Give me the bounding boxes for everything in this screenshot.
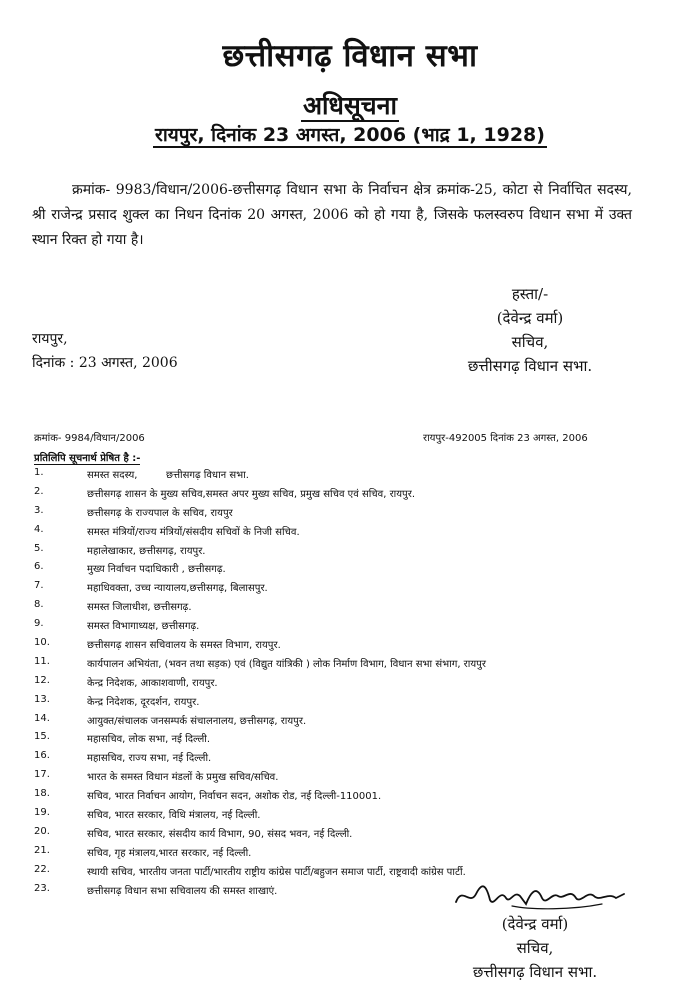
signatory-office: छत्तीसगढ़ विधान सभा. bbox=[467, 357, 593, 375]
item-number: 23. bbox=[34, 882, 50, 894]
signatory-name: (देवेन्द्र वर्मा) bbox=[501, 915, 569, 933]
item-number: 14. bbox=[34, 712, 50, 724]
item-text: केन्द्र निदेशक, आकाशवाणी, रायपुर. bbox=[87, 677, 218, 689]
item-text: महालेखाकार, छत्तीसगढ़, रायपुर. bbox=[87, 545, 206, 557]
copy-heading bbox=[34, 450, 140, 464]
list-item bbox=[34, 826, 654, 845]
item-text: सचिव, भारत निर्वाचन आयोग, निर्वाचन सदन, अशोक रोड, नई दिल्ली-110001. bbox=[87, 791, 382, 803]
list-item bbox=[34, 467, 654, 486]
notification-paragraph: क्रमांक- 9983/विधान/2006-छत्तीसगढ़ विधान सभा के निर्वाचन क्षेत्र क्रमांक-25, कोटा से निर्वाचित सदस्य, श्री राजेन्द्र प्रसाद शुक्ल का निधन दिनांक 20 अगस्त, 2006 को हो गया है, जिसके फलस्वरुप विधान सभा में उक्त स्थान रिक्त हो गया है। bbox=[32, 182, 632, 248]
item-text: मुख्य निर्वाचन पदाधिकारी , छत्तीसगढ़. bbox=[87, 564, 226, 576]
item-number: 10. bbox=[34, 637, 50, 649]
item-text: स्थायी सचिव, भारतीय जनता पार्टी/भारतीय राष्ट्रीय कांग्रेस पार्टी/बहुजन समाज पार्टी, राष्ट्रवादी कांग्रेस पार्टी. bbox=[87, 866, 466, 878]
document-title: छत्तीसगढ़ विधान सभा bbox=[222, 38, 478, 74]
copy-heading-text: प्रतिलिपि सूचनार्थ प्रेषित है :- bbox=[34, 453, 141, 464]
item-text: महासचिव, लोक सभा, नई दिल्ली. bbox=[87, 734, 211, 746]
item-number: 2. bbox=[34, 485, 44, 497]
signatory-designation: सचिव, bbox=[511, 333, 549, 351]
place-text: रायपुर, bbox=[32, 331, 68, 347]
item-number: 15. bbox=[34, 731, 50, 743]
item-text: सचिव, गृह मंत्रालय,भारत सरकार, नई दिल्ली. bbox=[87, 847, 252, 859]
reference-number: क्रमांक- 9984/विधान/2006 bbox=[34, 433, 145, 444]
item-text: समस्त विभागाध्यक्ष, छत्तीसगढ़. bbox=[87, 621, 200, 633]
signatory-name: (देवेन्द्र वर्मा) bbox=[496, 309, 564, 327]
list-item bbox=[34, 656, 654, 675]
list-item bbox=[34, 713, 654, 732]
list-item bbox=[34, 845, 654, 864]
item-text: छत्तीसगढ़ विधान सभा सचिवालय की समस्त शाखाएं. bbox=[87, 885, 278, 897]
item-text: समस्त सदस्य, छत्तीसगढ़ विधान सभा. bbox=[87, 470, 249, 481]
item-number: 7. bbox=[34, 580, 44, 592]
document-subtitle bbox=[0, 88, 700, 122]
item-number: 13. bbox=[34, 693, 50, 705]
place-date-block bbox=[32, 327, 178, 375]
item-number: 9. bbox=[34, 618, 44, 630]
item-text: केन्द्र निदेशक, दूरदर्शन, रायपुर. bbox=[87, 696, 200, 708]
item-text: छत्तीसगढ़ के राज्यपाल के सचिव, रायपुर bbox=[87, 507, 233, 519]
signatory-designation: सचिव, bbox=[516, 939, 554, 957]
item-number: 8. bbox=[34, 599, 44, 611]
item-text: कार्यपालन अभियंता, (भवन तथा सड़क) एवं (विद्युत यांत्रिकी ) लोक निर्माण विभाग, विधान सभा संभाग, रायपुर bbox=[87, 658, 486, 670]
item-number: 4. bbox=[34, 523, 44, 535]
list-item bbox=[34, 675, 654, 694]
list-item bbox=[34, 807, 654, 826]
list-item bbox=[34, 505, 654, 524]
copy-recipient-list bbox=[34, 467, 654, 901]
list-item bbox=[34, 486, 654, 505]
item-text: छत्तीसगढ़ शासन के मुख्य सचिव,समस्त अपर मुख्य सचिव, प्रमुख सचिव एवं सचिव, रायपुर. bbox=[87, 488, 415, 500]
dateline-text: रायपुर, दिनांक 23 अगस्त, 2006 (भाद्र 1, 1928) bbox=[155, 124, 545, 146]
item-number: 5. bbox=[34, 542, 44, 554]
item-number: 22. bbox=[34, 863, 50, 875]
item-number: 18. bbox=[34, 788, 50, 800]
item-text: छत्तीसगढ़ शासन सचिवालय के समस्त विभाग, रायपुर. bbox=[87, 640, 281, 652]
list-item bbox=[34, 561, 654, 580]
signature-block-top bbox=[440, 282, 620, 378]
list-item bbox=[34, 694, 654, 713]
item-number: 12. bbox=[34, 674, 50, 686]
list-item bbox=[34, 599, 654, 618]
item-text: महासचिव, राज्य सभा, नई दिल्ली. bbox=[87, 753, 212, 765]
item-number: 19. bbox=[34, 807, 50, 819]
item-number: 1. bbox=[34, 467, 44, 478]
list-item bbox=[34, 524, 654, 543]
item-text: सचिव, भारत सरकार, विधि मंत्रालय, नई दिल्ली. bbox=[87, 810, 261, 822]
list-item bbox=[34, 580, 654, 599]
signed-mark: हस्ता/- bbox=[511, 285, 549, 303]
list-item bbox=[34, 750, 654, 769]
item-text: समस्त जिलाधीश, छत्तीसगढ़. bbox=[87, 602, 192, 614]
item-text: आयुक्त/संचालक जनसम्पर्क संचालनालय, छत्तीसगढ़, रायपुर. bbox=[87, 715, 307, 727]
date-text: दिनांक : 23 अगस्त, 2006 bbox=[32, 355, 178, 371]
item-number: 3. bbox=[34, 504, 44, 516]
signatory-office: छत्तीसगढ़ विधान सभा. bbox=[472, 963, 598, 981]
handwritten-signature-icon bbox=[452, 876, 632, 916]
list-item bbox=[34, 769, 654, 788]
list-item bbox=[34, 637, 654, 656]
list-item bbox=[34, 788, 654, 807]
reference-place-date: रायपुर-492005 दिनांक 23 अगस्त, 2006 bbox=[423, 433, 588, 444]
item-number: 17. bbox=[34, 769, 50, 781]
item-number: 11. bbox=[34, 655, 50, 667]
item-text: समस्त मंत्रियों/राज्य मंत्रियों/संसदीय सचिवों के निजी सचिव. bbox=[87, 526, 300, 538]
list-item bbox=[34, 731, 654, 750]
item-number: 20. bbox=[34, 825, 50, 837]
list-item bbox=[34, 618, 654, 637]
document-dateline bbox=[0, 121, 700, 147]
subtitle-text: अधिसूचना bbox=[302, 91, 398, 120]
item-text: सचिव, भारत सरकार, संसदीय कार्य विभाग, 90, संसद भवन, नई दिल्ली. bbox=[87, 828, 353, 840]
item-number: 16. bbox=[34, 750, 50, 762]
item-text: भारत के समस्त विधान मंडलों के प्रमुख सचिव/सचिव. bbox=[87, 772, 279, 784]
item-number: 21. bbox=[34, 844, 50, 856]
list-item bbox=[34, 543, 654, 562]
signature-block-bottom bbox=[445, 912, 625, 984]
item-text: महाधिवक्ता, उच्च न्यायालय,छत्तीसगढ़, बिलासपुर. bbox=[87, 583, 268, 595]
item-number: 6. bbox=[34, 561, 44, 573]
